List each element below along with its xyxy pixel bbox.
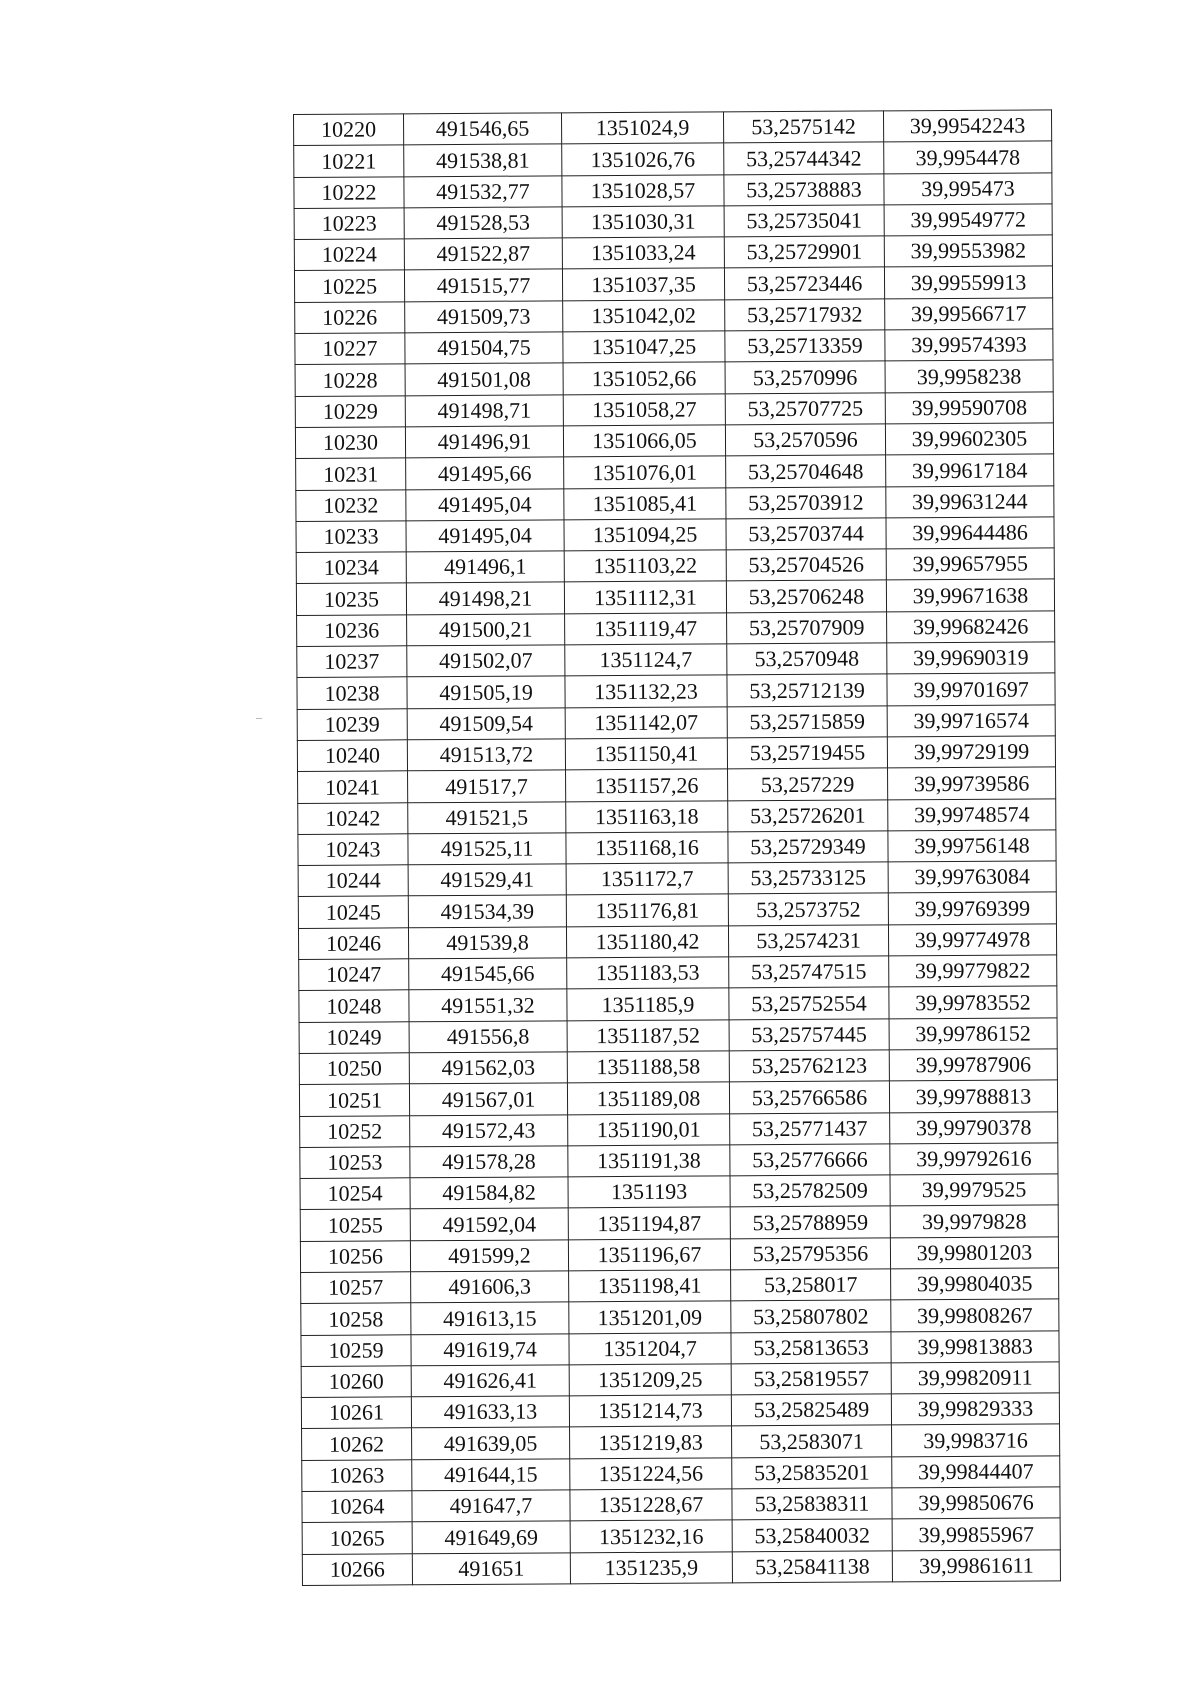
y-coordinate-cell: 1351163,18 [566,800,728,832]
y-coordinate-cell: 1351024,9 [561,112,723,144]
table-row [294,172,1052,208]
longitude-cell: 39,99801203 [890,1237,1058,1269]
y-coordinate-cell: 1351190,01 [568,1113,730,1145]
point-number-cell: 10238 [297,677,407,709]
latitude-cell: 53,2570948 [727,643,887,675]
y-coordinate-cell: 1351028,57 [562,174,724,206]
longitude-cell: 39,99690319 [887,642,1055,674]
y-coordinate-cell: 1351198,41 [569,1270,731,1302]
latitude-cell: 53,25744342 [724,142,884,174]
y-coordinate-cell: 1351052,66 [563,362,725,394]
y-coordinate-cell: 1351112,31 [564,581,726,613]
y-coordinate-cell: 1351209,25 [569,1364,731,1396]
table-row [301,1268,1059,1304]
table-row [299,1080,1057,1116]
table-row [298,924,1056,960]
latitude-cell: 53,25762123 [729,1050,889,1082]
table-row [298,798,1056,834]
point-number-cell: 10244 [298,865,408,897]
y-coordinate-cell: 1351058,27 [563,394,725,426]
latitude-cell: 53,258017 [731,1269,891,1301]
latitude-cell: 53,25707725 [725,393,885,425]
point-number-cell: 10248 [299,990,409,1022]
latitude-cell: 53,25747515 [729,956,889,988]
y-coordinate-cell: 1351235,9 [570,1551,732,1583]
y-coordinate-cell: 1351183,53 [567,957,729,989]
table-row [296,485,1054,521]
point-number-cell: 10263 [302,1460,412,1492]
latitude-cell: 53,25757445 [729,1018,889,1050]
point-number-cell: 10249 [299,1021,409,1053]
x-coordinate-cell: 491513,72 [407,739,565,771]
y-coordinate-cell: 1351176,81 [566,894,728,926]
table-row [300,1111,1058,1147]
x-coordinate-cell: 491502,07 [407,645,565,677]
y-coordinate-cell: 1351188,58 [567,1051,729,1083]
longitude-cell: 39,99590708 [885,392,1053,424]
x-coordinate-cell: 491599,2 [410,1240,568,1272]
x-coordinate-cell: 491529,41 [408,864,566,896]
point-number-cell: 10241 [298,771,408,803]
table-row [301,1330,1059,1366]
latitude-cell: 53,2570996 [725,361,885,393]
point-number-cell: 10231 [296,458,406,490]
longitude-cell: 39,9954478 [884,141,1052,173]
latitude-cell: 53,25819557 [731,1363,891,1395]
latitude-cell: 53,25729349 [728,831,888,863]
table-row [294,266,1052,302]
table-row [294,110,1052,146]
longitude-cell: 39,99644486 [886,517,1054,549]
x-coordinate-cell: 491539,8 [408,927,566,959]
point-number-cell: 10254 [300,1178,410,1210]
table-row [295,329,1053,365]
latitude-cell: 53,257229 [728,768,888,800]
table-row [296,579,1054,615]
latitude-cell: 53,25735041 [724,205,884,237]
y-coordinate-cell: 1351042,02 [563,300,725,332]
coordinates-table-body [294,110,1061,1586]
x-coordinate-cell: 491572,43 [410,1114,568,1146]
point-number-cell: 10260 [301,1366,411,1398]
longitude-cell: 39,99748574 [888,798,1056,830]
longitude-cell: 39,99792616 [890,1143,1058,1175]
point-number-cell: 10224 [294,239,404,271]
table-row [297,704,1055,740]
latitude-cell: 53,25704648 [726,455,886,487]
x-coordinate-cell: 491567,01 [409,1083,567,1115]
y-coordinate-cell: 1351232,16 [570,1520,732,1552]
y-coordinate-cell: 1351033,24 [562,237,724,269]
latitude-cell: 53,25795356 [730,1238,890,1270]
y-coordinate-cell: 1351201,09 [569,1301,731,1333]
point-number-cell: 10246 [298,928,408,960]
point-number-cell: 10255 [300,1209,410,1241]
table-row [297,611,1055,647]
point-number-cell: 10250 [299,1053,409,1085]
longitude-cell: 39,9979525 [890,1174,1058,1206]
longitude-cell: 39,99786152 [889,1017,1057,1049]
y-coordinate-cell: 1351219,83 [570,1426,732,1458]
latitude-cell: 53,25766586 [729,1081,889,1113]
table-row [295,298,1053,334]
x-coordinate-cell: 491509,73 [405,301,563,333]
x-coordinate-cell: 491592,04 [410,1208,568,1240]
latitude-cell: 53,25713359 [725,330,885,362]
x-coordinate-cell: 491626,41 [411,1365,569,1397]
latitude-cell: 53,25723446 [724,267,884,299]
x-coordinate-cell: 491498,21 [406,582,564,614]
longitude-cell: 39,99756148 [888,830,1056,862]
latitude-cell: 53,25729901 [724,236,884,268]
point-number-cell: 10236 [297,615,407,647]
table-row [297,673,1055,709]
longitude-cell: 39,99774978 [888,924,1056,956]
x-coordinate-cell: 491515,77 [404,269,562,301]
point-number-cell: 10258 [301,1303,411,1335]
x-coordinate-cell: 491505,19 [407,676,565,708]
y-coordinate-cell: 1351047,25 [563,331,725,363]
latitude-cell: 53,25704526 [726,549,886,581]
longitude-cell: 39,99617184 [886,454,1054,486]
latitude-cell: 53,25707909 [727,612,887,644]
y-coordinate-cell: 1351172,7 [566,863,728,895]
y-coordinate-cell: 1351228,67 [570,1489,732,1521]
longitude-cell: 39,99553982 [884,235,1052,267]
table-row [298,767,1056,803]
point-number-cell: 10228 [295,364,405,396]
table-row [302,1456,1060,1492]
latitude-cell: 53,25782509 [730,1175,890,1207]
table-row [298,892,1056,928]
longitude-cell: 39,99813883 [891,1330,1059,1362]
y-coordinate-cell: 1351119,47 [565,613,727,645]
y-coordinate-cell: 1351142,07 [565,706,727,738]
longitude-cell: 39,99769399 [888,892,1056,924]
longitude-cell: 39,99671638 [886,579,1054,611]
y-coordinate-cell: 1351076,01 [564,456,726,488]
point-number-cell: 10222 [294,176,404,208]
x-coordinate-cell: 491647,7 [412,1490,570,1522]
point-number-cell: 10220 [294,114,404,146]
table-row [301,1362,1059,1398]
y-coordinate-cell: 1351157,26 [566,769,728,801]
point-number-cell: 10225 [294,270,404,302]
table-row [300,1237,1058,1273]
point-number-cell: 10240 [297,740,407,772]
point-number-cell: 10237 [297,646,407,678]
x-coordinate-cell: 491495,04 [406,488,564,520]
y-coordinate-cell: 1351124,7 [565,644,727,676]
latitude-cell: 53,25703912 [726,486,886,518]
longitude-cell: 39,9983716 [892,1424,1060,1456]
table-row [302,1424,1060,1460]
table-row [296,517,1054,553]
latitude-cell: 53,2570596 [725,424,885,456]
table-row [301,1299,1059,1335]
table-row [302,1549,1060,1585]
x-coordinate-cell: 491532,77 [404,175,562,207]
point-number-cell: 10243 [298,834,408,866]
latitude-cell: 53,25738883 [724,173,884,205]
y-coordinate-cell: 1351180,42 [566,926,728,958]
y-coordinate-cell: 1351185,9 [567,988,729,1020]
table-row [295,423,1053,459]
table-row [299,986,1057,1022]
table-row [302,1487,1060,1523]
table-row [294,141,1052,177]
x-coordinate-cell: 491639,05 [412,1427,570,1459]
y-coordinate-cell: 1351204,7 [569,1332,731,1364]
latitude-cell: 53,25712139 [727,674,887,706]
x-coordinate-cell: 491496,1 [406,551,564,583]
y-coordinate-cell: 1351193 [568,1176,730,1208]
longitude-cell: 39,99602305 [885,423,1053,455]
point-number-cell: 10253 [300,1147,410,1179]
latitude-cell: 53,2575142 [723,111,883,143]
x-coordinate-cell: 491517,7 [408,770,566,802]
longitude-cell: 39,99566717 [885,298,1053,330]
x-coordinate-cell: 491528,53 [404,207,562,239]
x-coordinate-cell: 491501,08 [405,363,563,395]
longitude-cell: 39,99631244 [886,485,1054,517]
longitude-cell: 39,99559913 [884,266,1052,298]
x-coordinate-cell: 491606,3 [411,1271,569,1303]
y-coordinate-cell: 1351085,41 [564,487,726,519]
table-row [302,1518,1060,1554]
longitude-cell: 39,99716574 [887,704,1055,736]
longitude-cell: 39,9958238 [885,360,1053,392]
latitude-cell: 53,25771437 [730,1112,890,1144]
table-row [301,1393,1059,1429]
longitude-cell: 39,99763084 [888,861,1056,893]
latitude-cell: 53,2583071 [732,1425,892,1457]
table-row [300,1174,1058,1210]
x-coordinate-cell: 491521,5 [408,801,566,833]
latitude-cell: 53,25717932 [725,299,885,331]
point-number-cell: 10223 [294,208,404,240]
latitude-cell: 53,25841138 [732,1551,892,1583]
point-number-cell: 10221 [294,145,404,177]
longitude-cell: 39,99542243 [883,110,1051,142]
longitude-cell: 39,99657955 [886,548,1054,580]
x-coordinate-cell: 491546,65 [404,113,562,145]
point-number-cell: 10245 [298,896,408,928]
latitude-cell: 53,25715859 [727,706,887,738]
coordinates-table [293,109,1061,1586]
latitude-cell: 53,25813653 [731,1331,891,1363]
point-number-cell: 10251 [299,1084,409,1116]
longitude-cell: 39,99808267 [891,1299,1059,1331]
point-number-cell: 10242 [298,802,408,834]
point-number-cell: 10230 [295,427,405,459]
point-number-cell: 10252 [300,1115,410,1147]
x-coordinate-cell: 491495,66 [406,457,564,489]
y-coordinate-cell: 1351187,52 [567,1019,729,1051]
x-coordinate-cell: 491525,11 [408,833,566,865]
y-coordinate-cell: 1351037,35 [562,268,724,300]
y-coordinate-cell: 1351103,22 [564,550,726,582]
scan-mark [256,718,262,719]
longitude-cell: 39,99549772 [884,204,1052,236]
point-number-cell: 10262 [302,1428,412,1460]
latitude-cell: 53,2573752 [728,893,888,925]
y-coordinate-cell: 1351168,16 [566,832,728,864]
x-coordinate-cell: 491498,71 [405,395,563,427]
table-row [300,1205,1058,1241]
longitude-cell: 39,99850676 [892,1487,1060,1519]
point-number-cell: 10264 [302,1491,412,1523]
table-row [299,955,1057,991]
longitude-cell: 39,99701697 [887,673,1055,705]
point-number-cell: 10261 [301,1397,411,1429]
table-row [298,861,1056,897]
point-number-cell: 10256 [300,1240,410,1272]
latitude-cell: 53,25840032 [732,1519,892,1551]
longitude-cell: 39,99739586 [888,767,1056,799]
x-coordinate-cell: 491496,91 [405,426,563,458]
y-coordinate-cell: 1351189,08 [567,1082,729,1114]
x-coordinate-cell: 491578,28 [410,1146,568,1178]
y-coordinate-cell: 1351224,56 [570,1458,732,1490]
point-number-cell: 10229 [295,395,405,427]
x-coordinate-cell: 491534,39 [408,895,566,927]
x-coordinate-cell: 491649,69 [412,1521,570,1553]
point-number-cell: 10257 [301,1272,411,1304]
table-row [296,548,1054,584]
x-coordinate-cell: 491613,15 [411,1302,569,1334]
point-number-cell: 10234 [296,552,406,584]
latitude-cell: 53,25752554 [729,987,889,1019]
point-number-cell: 10235 [296,583,406,615]
y-coordinate-cell: 1351026,76 [562,143,724,175]
latitude-cell: 53,25838311 [732,1488,892,1520]
point-number-cell: 10265 [302,1522,412,1554]
y-coordinate-cell: 1351150,41 [565,738,727,770]
table-row [295,392,1053,428]
latitude-cell: 53,25706248 [726,580,886,612]
x-coordinate-cell: 491538,81 [404,144,562,176]
x-coordinate-cell: 491644,15 [412,1459,570,1491]
point-number-cell: 10232 [296,489,406,521]
latitude-cell: 53,25807802 [731,1300,891,1332]
point-number-cell: 10233 [296,521,406,553]
longitude-cell: 39,9979828 [890,1205,1058,1237]
table-row [295,360,1053,396]
latitude-cell: 53,25719455 [727,737,887,769]
latitude-cell: 53,25835201 [732,1457,892,1489]
table-row [297,642,1055,678]
longitude-cell: 39,995473 [884,172,1052,204]
table-row [299,1049,1057,1085]
x-coordinate-cell: 491562,03 [409,1052,567,1084]
x-coordinate-cell: 491509,54 [407,707,565,739]
longitude-cell: 39,99783552 [889,986,1057,1018]
table-row [296,454,1054,490]
longitude-cell: 39,99804035 [891,1268,1059,1300]
y-coordinate-cell: 1351214,73 [569,1395,731,1427]
longitude-cell: 39,99779822 [889,955,1057,987]
latitude-cell: 53,25726201 [728,799,888,831]
table-row [298,830,1056,866]
table-row [294,235,1052,271]
x-coordinate-cell: 491651 [412,1552,570,1584]
y-coordinate-cell: 1351191,38 [568,1145,730,1177]
y-coordinate-cell: 1351066,05 [563,425,725,457]
x-coordinate-cell: 491495,04 [406,520,564,552]
y-coordinate-cell: 1351094,25 [564,519,726,551]
x-coordinate-cell: 491504,75 [405,332,563,364]
longitude-cell: 39,99855967 [892,1518,1060,1550]
longitude-cell: 39,99787906 [889,1049,1057,1081]
x-coordinate-cell: 491633,13 [411,1396,569,1428]
y-coordinate-cell: 1351030,31 [562,206,724,238]
latitude-cell: 53,25788959 [730,1206,890,1238]
x-coordinate-cell: 491551,32 [409,989,567,1021]
x-coordinate-cell: 491584,82 [410,1177,568,1209]
y-coordinate-cell: 1351194,87 [568,1207,730,1239]
x-coordinate-cell: 491500,21 [407,614,565,646]
x-coordinate-cell: 491522,87 [404,238,562,270]
latitude-cell: 53,25825489 [731,1394,891,1426]
point-number-cell: 10259 [301,1334,411,1366]
point-number-cell: 10247 [299,959,409,991]
table-row [297,736,1055,772]
x-coordinate-cell: 491619,74 [411,1333,569,1365]
longitude-cell: 39,99820911 [891,1362,1059,1394]
longitude-cell: 39,99844407 [892,1456,1060,1488]
x-coordinate-cell: 491545,66 [409,958,567,990]
latitude-cell: 53,25703744 [726,518,886,550]
longitude-cell: 39,99790378 [890,1111,1058,1143]
point-number-cell: 10266 [302,1553,412,1585]
longitude-cell: 39,99574393 [885,329,1053,361]
table-row [299,1017,1057,1053]
table-row [300,1143,1058,1179]
y-coordinate-cell: 1351196,67 [568,1239,730,1271]
latitude-cell: 53,2574231 [728,925,888,957]
point-number-cell: 10239 [297,708,407,740]
longitude-cell: 39,99682426 [887,611,1055,643]
longitude-cell: 39,99861611 [892,1549,1060,1581]
point-number-cell: 10227 [295,333,405,365]
point-number-cell: 10226 [295,302,405,334]
latitude-cell: 53,25733125 [728,862,888,894]
latitude-cell: 53,25776666 [730,1144,890,1176]
longitude-cell: 39,99729199 [887,736,1055,768]
longitude-cell: 39,99788813 [889,1080,1057,1112]
longitude-cell: 39,99829333 [891,1393,1059,1425]
table-row [294,204,1052,240]
y-coordinate-cell: 1351132,23 [565,675,727,707]
x-coordinate-cell: 491556,8 [409,1020,567,1052]
